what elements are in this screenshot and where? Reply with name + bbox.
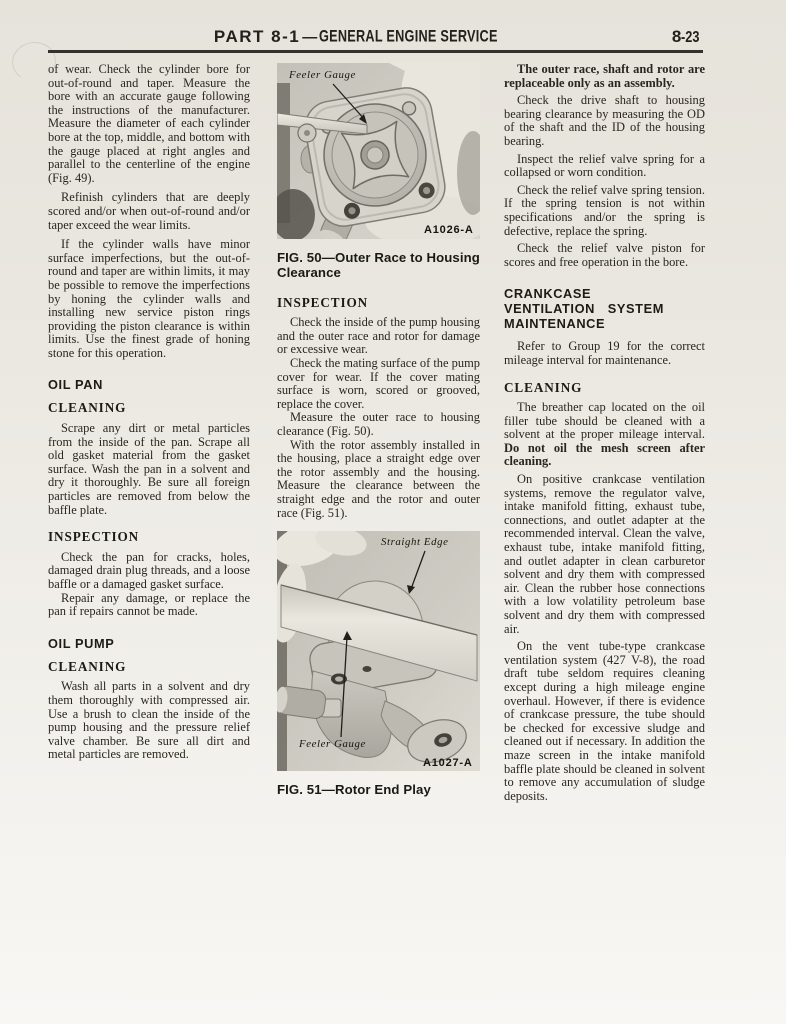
- paragraph: Scrape any dirt or metal particles from the inside of the pan. Scrape all old gasket material from the gasket surface. Wash the pan in a solvent and dry it thoroughly. Be sure all foreign particles are removed from below the baffle plate.: [48, 421, 250, 517]
- heading-cleaning: CLEANING: [504, 379, 583, 395]
- part-label: PART 8-1: [213, 27, 301, 46]
- paragraph: of wear. Check the cylinder bore for out-of-round and taper. Measure the bore with an accurate gauge following the instructions of the manufacturer. Measure the diameter of each cylinder bore at the top, middle, and bottom with the gauge placed at right angles and parallel to the centerline of the engine (Fig. 49).: [48, 62, 250, 185]
- figure-50-photo: [277, 63, 480, 243]
- photo-shadow-left: [277, 531, 287, 771]
- rotor-center-relief: [367, 147, 383, 163]
- paragraph: Wash all parts in a solvent and dry them thoroughly with compressed air. Use a brush to clean the inside of the pump housing and the pressure relief valve chamber. Be sure all dirt and metal particles are removed.: [48, 679, 250, 762]
- heading-cleaning: CLEANING: [48, 400, 127, 416]
- column-middle: [277, 63, 480, 797]
- header-rule: [48, 50, 703, 53]
- page-number: 8-23: [671, 27, 700, 46]
- oil-pump-outer-race-photo: [277, 63, 480, 239]
- figure-51-caption: FIG. 51—Rotor End Play: [277, 781, 431, 797]
- figure-51-code: A1027-A: [423, 757, 473, 770]
- paragraph: Refinish cylinders that are deeply scored and/or when out-of-round and/or taper exceed the wear limits.: [48, 190, 250, 232]
- paragraph: Check the drive shaft to housing bearing clearance by measuring the OD of the shaft and the ID of the housing bearing.: [504, 93, 705, 148]
- paragraph: Check the mating surface of the pump cover for wear. If the cover mating surface is worn, scored or grooved, replace the cover.: [277, 355, 480, 411]
- column-left: [48, 63, 250, 762]
- section-title: GENERAL ENGINE SERVICE: [319, 27, 498, 46]
- feeler-gauge-label: Feeler Gauge: [299, 738, 366, 751]
- rotor-end-play-photo: [277, 531, 480, 771]
- column-right: [504, 63, 705, 803]
- feeler-gauge-pivot-pin: [304, 130, 310, 136]
- heading-crankcase-ventilation: CRANKCASE VENTILATION SYSTEM MAINTENANCE: [504, 286, 664, 332]
- flange-hole-small: [363, 666, 372, 672]
- paragraph: [504, 401, 705, 469]
- paragraph: Refer to Group 19 for the correct mileage interval for maintenance.: [504, 339, 705, 367]
- paragraph: On the vent tube-type crankcase ventilation system (427 V-8), the road draft tube seldom requires cleaning except during a high mileage engine overhaul. However, if there is evidence of crankcase pressure, the tube should be checked for excessive sludge and cleaned out if necessary. In addition the maze screen in the intake manifold baffle plate should be cleaned in solvent to remove any accumulation of sludge deposits.: [504, 639, 705, 803]
- heading-inspection: INSPECTION: [48, 529, 140, 545]
- paragraph-bold-text: Do not oil the mesh screen after cleaning.: [504, 440, 705, 469]
- figure-50-caption: FIG. 50—Outer Race to Housing Clearance: [277, 249, 480, 281]
- paragraph: Check the relief valve spring tension. If the spring tension is not within specifications and/or the spring is defective, replace the spring.: [504, 182, 705, 238]
- heading-oil-pan: OIL PAN: [48, 377, 103, 393]
- heading-oil-pump: OIL PUMP: [48, 635, 115, 651]
- figure-51-photo: [277, 531, 480, 775]
- paragraph: Measure the outer race to housing clearance (Fig. 50).: [277, 410, 480, 438]
- heading-inspection: INSPECTION: [277, 294, 369, 310]
- flange-bolt-hole-inner: [335, 676, 343, 681]
- feeler-gauge-label: Feeler Gauge: [289, 69, 356, 81]
- paragraph: Inspect the relief valve spring for a collapsed or worn condition.: [504, 151, 705, 180]
- figure-50-code: A1026-A: [424, 224, 474, 236]
- paragraph-bold: The outer race, shaft and rotor are replaceable only as an assembly.: [504, 62, 705, 90]
- header-dash: —: [302, 29, 318, 46]
- paragraph: On positive crankcase ventilation systems, remove the regulator valve, intake manifold fitting, exhaust tube, connections, and outlet adapter at the recommended interval. Clean the valve, exhaust tube, intake manifold fitting, and outlet adapter in clean carburetor solvent and dry them with compressed air. Clean the rubber hose connections with a low volatility petroleum base solvent and dry them with compressed air.: [504, 472, 705, 636]
- paragraph: Check the inside of the pump housing and the outer race and rotor for damage or excessive wear.: [277, 315, 480, 357]
- paragraph: Repair any damage, or replace the pan if repairs cannot be made.: [48, 590, 250, 619]
- straight-edge-label: Straight Edge: [381, 536, 449, 549]
- paragraph: Check the relief valve piston for scores and free operation in the bore.: [504, 241, 705, 269]
- paragraph: With the rotor assembly installed in the housing, place a straight edge over the rotor assembly and the housing. Measure the clearance between the straight edge and the rotor and outer race (Fig. 51).: [277, 437, 480, 520]
- heading-cleaning: CLEANING: [48, 658, 127, 674]
- paragraph: Check the pan for cracks, holes, damaged drain plug threads, and a loose baffle or a damaged gasket surface.: [48, 549, 250, 591]
- paragraph-text: The breather cap located on the oil filler tube should be cleaned with a solvent at the proper mileage interval.: [504, 400, 705, 442]
- paragraph: If the cylinder walls have minor surface imperfections, but the out-of-round and taper are within limits, it may be possible to remove the imperfections by honing the cylinder walls and installing new service piston rings providing the piston clearance is within limits. Use the finest grade of honing stone for this operation.: [48, 237, 250, 360]
